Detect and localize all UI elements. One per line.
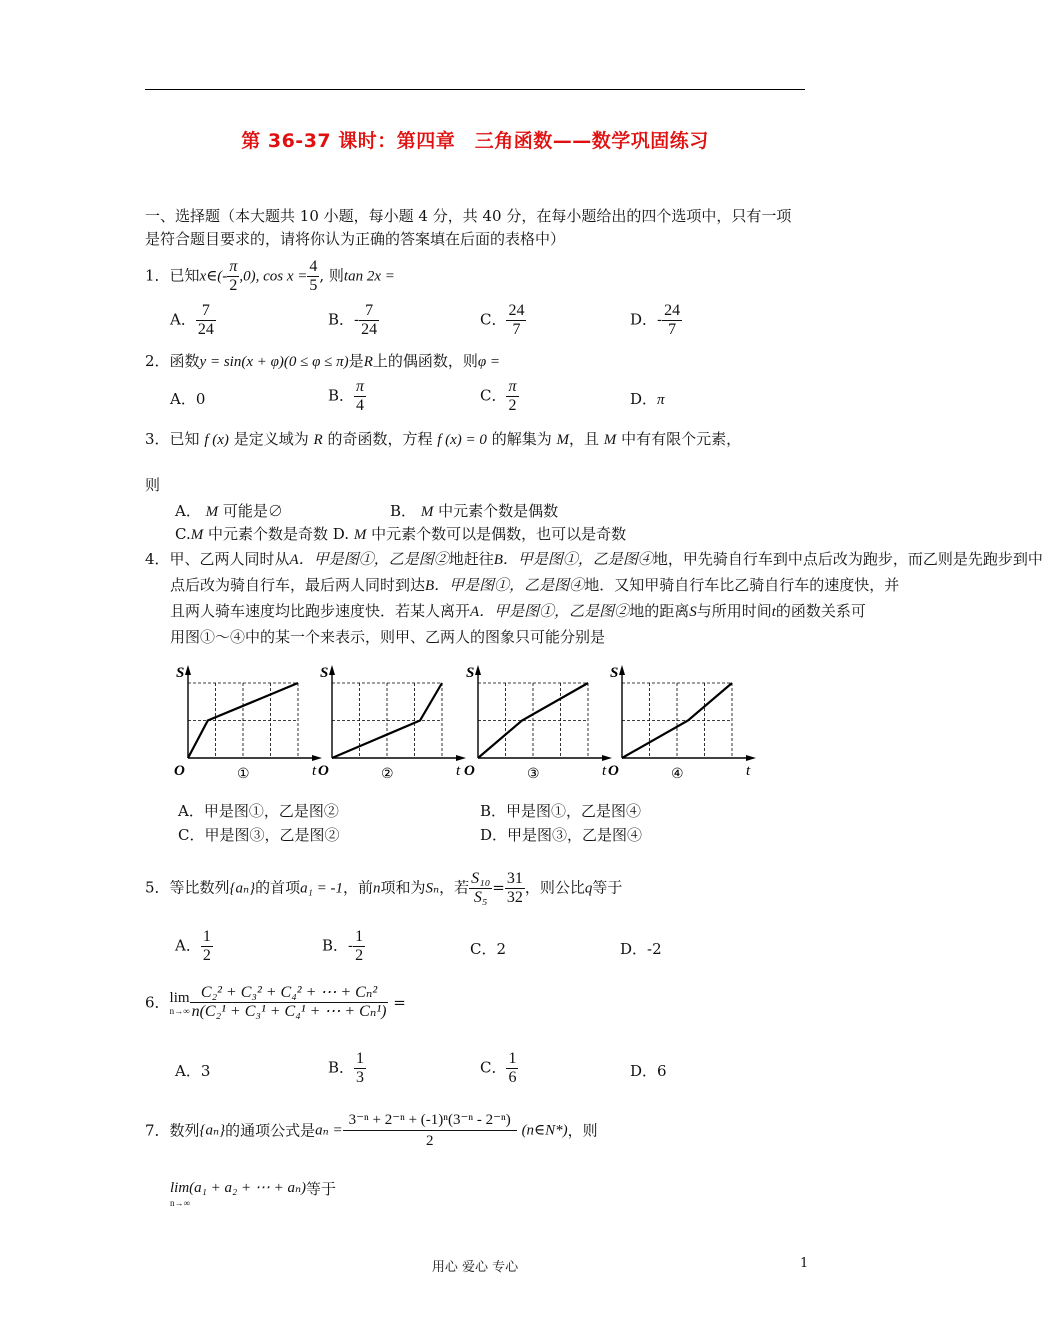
origin-label: O: [464, 763, 475, 779]
question-4-option-c[interactable]: C．甲是图③，乙是图②: [178, 826, 340, 844]
origin-label: O: [174, 763, 185, 779]
question-6-option-c[interactable]: C． $\frac{1}{6}$: [480, 1050, 517, 1086]
question-3-option-a[interactable]: A． M 可能是∅: [175, 502, 283, 520]
question-6-stem: 6． lim n→∞ $\frac{\text{C₂² + C₃² + C₄² + ⋯ + Cₙ²}}{\text{n(C₂¹ + C₃¹ + C₄¹ + ⋯ + Cₙ¹)}}$ =: [145, 984, 406, 1020]
question-4-graphs: [170, 660, 770, 785]
question-7-limit: lim(a₁ + a₂ + ⋯ + aₙ) n→∞ 等于: [170, 1180, 337, 1208]
header-rule: [145, 89, 805, 90]
question-1-option-a[interactable]: A． $\frac{7}{24}$: [170, 302, 214, 338]
question-3-options-cd[interactable]: C.M 中元素个数是奇数 D. M 中元素个数可以是偶数，也可以是奇数: [175, 525, 627, 543]
question-3-stem-line-1: 3．已知 f (x) 是定义域为 R 的奇函数，方程 f (x) = 0 的解集为 M，且 M 中有有限个元素，: [145, 430, 742, 448]
question-1-option-d[interactable]: D．- $\frac{24}{7}$: [630, 302, 681, 338]
origin-label: O: [318, 763, 329, 779]
question-2-option-a[interactable]: A．0: [170, 390, 206, 408]
axis-label-t: t: [312, 763, 317, 779]
question-1-option-b[interactable]: B．- $\frac{7}{24}$: [328, 302, 378, 338]
axis-label-s: S: [610, 665, 619, 681]
question-5-option-d[interactable]: D．-2: [620, 940, 662, 958]
question-3-option-b[interactable]: B． M 中元素个数是偶数: [390, 502, 559, 520]
t-axis-arrow: [456, 755, 466, 761]
graph-number-label: ②: [381, 767, 394, 782]
question-7-stem: 7．数列{aₙ}的通项公式是aₙ = $\frac{\text{3⁻ⁿ + 2⁻ⁿ + (-1)ⁿ(3⁻ⁿ - 2⁻ⁿ)}}{2}$ (n∈N*)，则: [145, 1112, 598, 1149]
question-2-option-c[interactable]: C． $\frac{\pi}{2}$: [480, 378, 517, 414]
question-4-line-3: 且两人骑车速度均比跑步速度快．若某人离开A．甲是图①，乙是图②地的距离S与所用时间t的函数关系可: [170, 602, 866, 620]
question-5-stem: 5．等比数列{aₙ}的首项a₁ = -1，前n项和为Sₙ，若 $\frac{\text{S₁₀}}{\text{S₅}}$ = $\frac{31}{32}$ ，则公比q等于: [145, 870, 623, 906]
question-5-option-b[interactable]: B．- $\frac{1}{2}$: [322, 928, 364, 964]
intro-line-1: 一、选择题（本大题共 10 小题，每小题 4 分，共 40 分，在每小题给出的四个选项中，只有一项: [145, 207, 792, 225]
question-4-line-2: 点后改为骑自行车，最后两人同时到达B．甲是图①，乙是图④地．又知甲骑自行车比乙骑自行车的速度快，并: [170, 576, 900, 594]
question-4-line-4: 用图①～④中的某一个来表示，则甲、乙两人的图象只可能分别是: [170, 628, 606, 646]
intro-line-2: 是符合题目要求的，请将你认为正确的答案填在后面的表格中）: [145, 230, 566, 248]
question-5-option-a[interactable]: A． $\frac{1}{2}$: [175, 928, 211, 964]
question-2-stem: 2．函数y = sin(x + φ)(0 ≤ φ ≤ π)是R上的偶函数，则φ =: [145, 352, 501, 370]
s-axis-arrow: [185, 665, 191, 675]
question-4-option-b[interactable]: B．甲是图①，乙是图④: [480, 802, 642, 820]
s-axis-arrow: [475, 665, 481, 675]
question-6-option-b[interactable]: B． $\frac{1}{3}$: [328, 1050, 365, 1086]
axis-label-t: t: [746, 763, 751, 779]
axis-label-s: S: [176, 665, 185, 681]
axis-label-t: t: [456, 763, 461, 779]
question-6-option-a[interactable]: A．3: [175, 1062, 211, 1080]
question-1-option-c[interactable]: C． $\frac{24}{7}$: [480, 302, 525, 338]
question-3-stem-line-2: 则: [145, 476, 161, 494]
t-axis-arrow: [312, 755, 322, 761]
question-2-option-d[interactable]: D．π: [630, 390, 665, 408]
graph-number-label: ③: [527, 767, 540, 782]
question-4-option-a[interactable]: A．甲是图①，乙是图②: [178, 802, 339, 820]
page-title: 第 36-37 课时：第四章 三角函数——数学巩固练习: [241, 130, 709, 152]
question-4-line-1: 4．甲、乙两人同时从A．甲是图①，乙是图②地赶往B．甲是图①，乙是图④地，甲先骑自行车到中点后改为跑步，而乙则是先跑步到中: [145, 550, 1043, 568]
page-number: 1: [800, 1256, 809, 1271]
graph-number-label: ①: [237, 767, 250, 782]
t-axis-arrow: [746, 755, 756, 761]
question-4-option-d[interactable]: D．甲是图③，乙是图④: [480, 826, 643, 844]
axis-label-s: S: [466, 665, 475, 681]
axis-label-s: S: [320, 665, 329, 681]
page-footer: 用心 爱心 专心: [431, 1260, 519, 1275]
graph-number-label: ④: [671, 767, 684, 782]
axis-label-t: t: [602, 763, 607, 779]
question-5-option-c[interactable]: C．2: [470, 940, 507, 958]
origin-label: O: [608, 763, 619, 779]
question-2-option-b[interactable]: B． $\frac{\pi}{4}$: [328, 378, 365, 414]
s-axis-arrow: [329, 665, 335, 675]
t-axis-arrow: [602, 755, 612, 761]
question-1-stem: 1．已知x∈(- $\frac{\pi}{2}$ ,0), cos x = $\frac{4}{5}$ , 则tan 2x =: [145, 258, 395, 294]
s-axis-arrow: [619, 665, 625, 675]
question-6-option-d[interactable]: D．6: [630, 1062, 667, 1080]
